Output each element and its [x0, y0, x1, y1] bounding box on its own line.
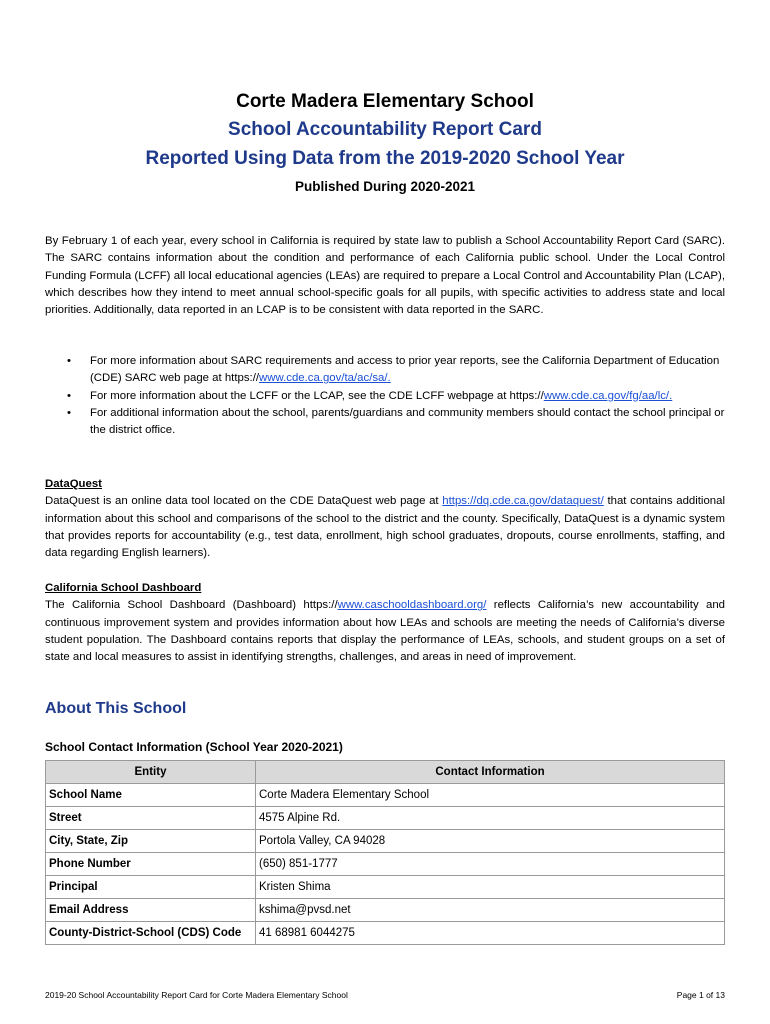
bullet-marker: • [67, 389, 71, 402]
bullet-text: For more information about the LCFF or the LCAP, see the CDE LCFF webpage at https:// [90, 389, 544, 402]
report-title: School Accountability Report Card [228, 119, 542, 140]
dashboard-text-continued: reflects California’s new accountability and continuous improvement system and provides information about how LEAs and schools are meeting the needs of California’s diverse student population. The Dashboard contains reports that display the performance of LEAs, schools, and student groups on a set of state and local measures to assist in identifying strengths, challenges, and areas in need of improvement. [45, 599, 726, 664]
info-bullet-list [45, 353, 725, 439]
table-row [46, 830, 725, 853]
contact-table-caption: School Contact Information (School Year 2020-2021) [45, 740, 343, 754]
row-value: kshima@pvsd.net [256, 899, 725, 922]
row-value: 41 68981 6044275 [256, 922, 725, 945]
table-row [46, 922, 725, 945]
about-heading: About This School [45, 700, 187, 717]
table-row [46, 876, 725, 899]
row-label: County-District-School (CDS) Code [46, 922, 256, 945]
table-row [46, 807, 725, 830]
column-header-entity: Entity [46, 761, 256, 784]
row-value: (650) 851-1777 [256, 853, 725, 876]
sarc-link[interactable]: www.cde.ca.gov/ta/ac/sa/. [259, 372, 391, 385]
dataquest-heading: DataQuest [45, 478, 102, 490]
footer-page-number: Page 1 of 13 [676, 990, 725, 1000]
table-header-row [46, 761, 725, 784]
data-year-title: Reported Using Data from the 2019-2020 School Year [145, 148, 625, 169]
bullet-text: For additional information about the school, parents/guardians and community members should contact the school principal or the district office. [90, 406, 725, 437]
list-item [45, 405, 725, 440]
title-block [0, 88, 770, 199]
row-label: Principal [46, 876, 256, 899]
table-row [46, 899, 725, 922]
row-value: Corte Madera Elementary School [256, 784, 725, 807]
bullet-marker: • [67, 355, 71, 367]
dataquest-section [45, 476, 725, 562]
school-name-title: Corte Madera Elementary School [236, 91, 534, 112]
table-row [46, 853, 725, 876]
list-item [45, 388, 725, 405]
contact-table [45, 760, 725, 945]
bullet-marker: • [67, 406, 71, 419]
row-value: 4575 Alpine Rd. [256, 807, 725, 830]
row-label: City, State, Zip [46, 830, 256, 853]
dataquest-link[interactable]: https://dq.cde.ca.gov/dataquest/ [442, 495, 604, 508]
row-label: School Name [46, 784, 256, 807]
dashboard-heading: California School Dashboard [45, 582, 202, 594]
dashboard-section [45, 580, 725, 666]
published-subtitle: Published During 2020-2021 [294, 179, 476, 194]
dashboard-text: The California School Dashboard (Dashboard) https:// [45, 599, 338, 612]
dashboard-link[interactable]: www.caschooldashboard.org/ [337, 599, 487, 612]
row-label: Street [46, 807, 256, 830]
footer-document-title: 2019-20 School Accountability Report Card for Corte Madera Elementary School [45, 990, 348, 1000]
row-value: Kristen Shima [256, 876, 725, 899]
dataquest-text: DataQuest is an online data tool located on the CDE DataQuest web page at [45, 495, 443, 508]
column-header-contact: Contact Information [256, 761, 725, 784]
lcff-link[interactable]: www.cde.ca.gov/fg/aa/lc/. [543, 389, 673, 402]
row-label: Email Address [46, 899, 256, 922]
intro-paragraph: By February 1 of each year, every school in California is required by state law to publish a School Accountability Report Card (SARC). The SARC contains information about the condition and performance of each California public school. Under the Local Control Funding Formula (LCFF) all local educational agencies (LEAs) are required to prepare a Local Control and Accountability Plan (LCAP), which describes how they intend to meet annual school-specific goals for all pupils, with specific activities to address state and local priorities. Additionally, data reported in an LCAP is to be consistent with data reported in the SARC. [45, 235, 725, 317]
row-value: Portola Valley, CA 94028 [256, 830, 725, 853]
bullet-text: For more information about SARC requirements and access to prior year reports, see the California Department of Education (CDE) SARC web page at https:// [90, 355, 720, 385]
list-item [45, 353, 725, 388]
dataquest-text-continued: that contains additional information about this school and comparisons of the school to the district and the county. Specifically, DataQuest is a dynamic system that provides reports for accountability (e.g., test data, enrollment, high school graduates, dropouts, course enrollments, staffing, and data regarding English learners). [45, 495, 725, 560]
row-label: Phone Number [46, 853, 256, 876]
table-row [46, 784, 725, 807]
